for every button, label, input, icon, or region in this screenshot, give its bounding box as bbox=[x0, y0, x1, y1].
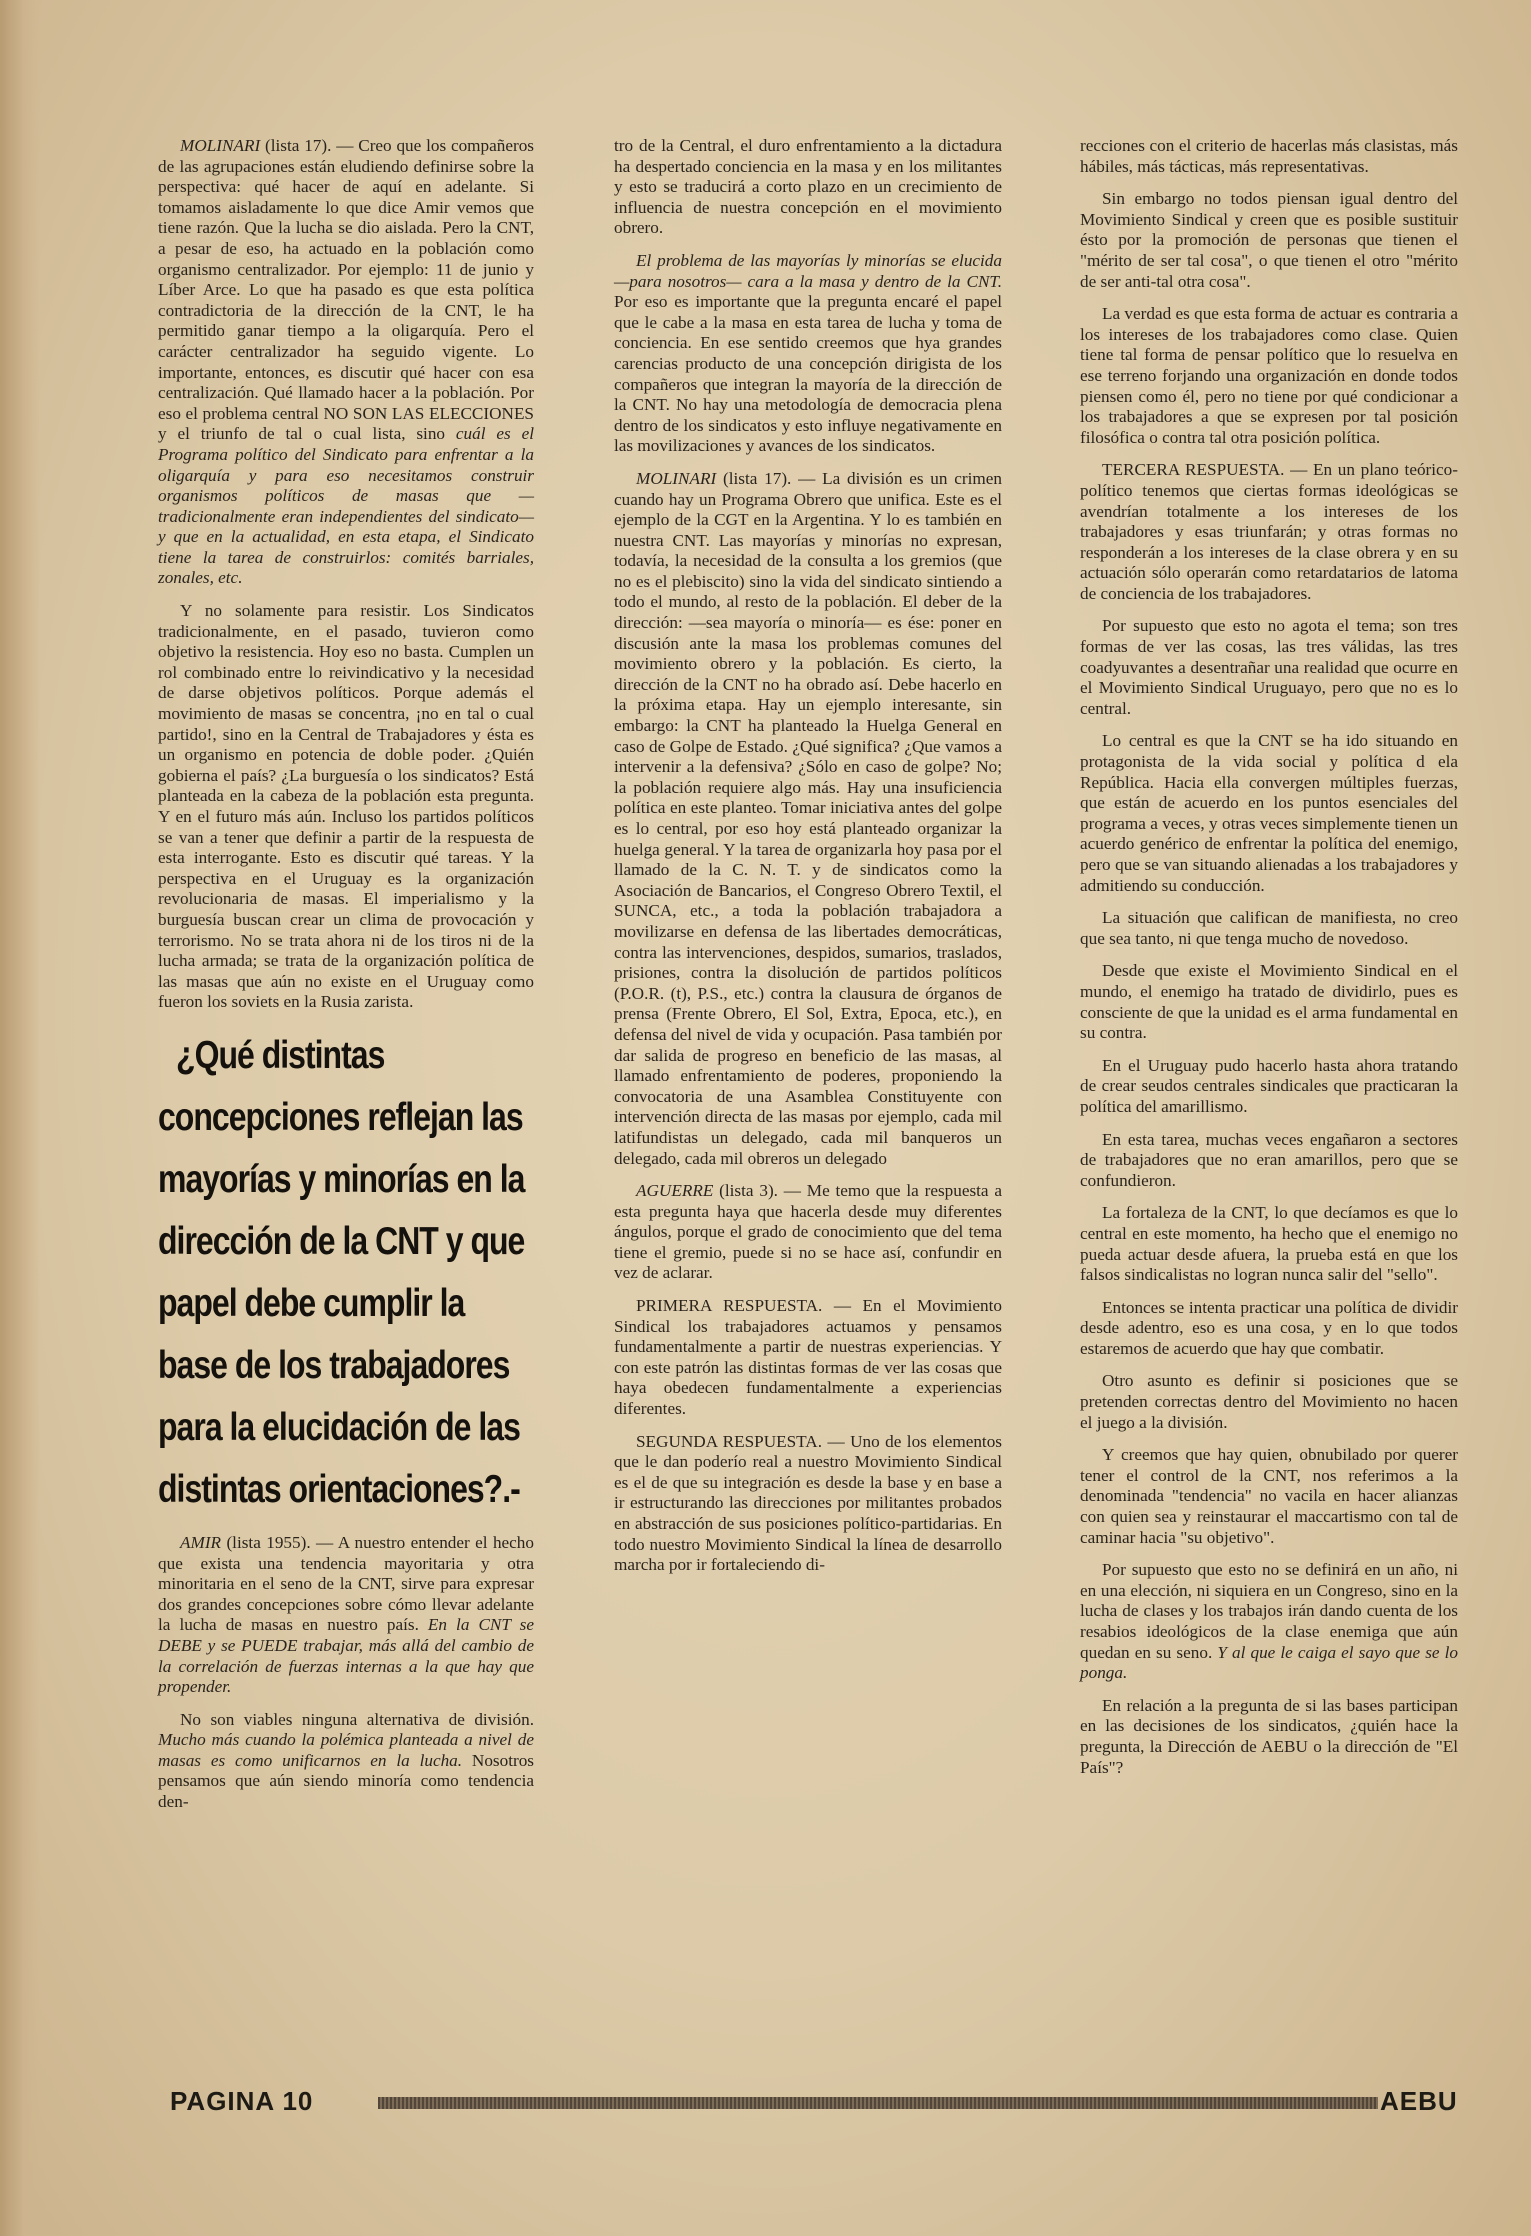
column-2 bbox=[614, 136, 1002, 1588]
paragraph bbox=[614, 251, 1002, 457]
column-1 bbox=[158, 136, 534, 1825]
footer-rule bbox=[378, 2097, 1378, 2109]
paragraph: La fortaleza de la CNT, lo que decíamos es que lo central en este momento, ha hecho que el enemigo no pueda actuar desde afuera, la prueba está en que los falsos sindicalistas no logran nunca salir del "sello". bbox=[1080, 1203, 1458, 1285]
emphasis-text: El problema de las mayorías ly minorías se elucida —para nosotros— cara a la masa y dentro de la CNT. bbox=[614, 250, 1002, 291]
paragraph: Entonces se intenta practicar una política de dividir desde adentro, eso es una cosa, y en lo que todos estaremos de acuerdo que hay que combatir. bbox=[1080, 1297, 1458, 1358]
paragraph: tro de la Central, el duro enfrentamiento a la dictadura ha despertado conciencia en la masa y en los militantes y esto se traducirá a corto plazo en un crecimiento de influencia de nuestra concepción en el movimiento obrero. bbox=[614, 136, 1002, 238]
speaker-name: MOLINARI bbox=[636, 468, 717, 488]
paragraph: En el Uruguay pudo hacerlo hasta ahora tratando de crear seudos centrales sindicales que practicaran la política del amarillismo. bbox=[1080, 1055, 1458, 1116]
paragraph: En esta tarea, muchas veces engañaron a sectores de trabajadores que no eran amarillos, pero que se confundieron. bbox=[1080, 1129, 1458, 1190]
paragraph: TERCERA RESPUESTA. — En un plano teórico-político tenemos que ciertas formas ideológicas se avendrían totalmente a los intereses de los trabajadores y esas triunfarán; y otras formas no responderán a los intereses de la clase obrera y en su actuación sólo operarán como retardatarios de latoma de conciencia de los trabajadores. bbox=[1080, 460, 1458, 603]
paragraph bbox=[158, 1533, 534, 1698]
paragraph-text: Por eso es importante que la pregunta encaré el papel que le cabe a la masa en esta tarea de lucha y toma de conciencia. En ese sentido creemos que hya grandes carencias producto de una concepción dirigista de los compañeros que integran la mayoría de la dirección de la CNT. No hay una metodología de democracia plena dentro de los sindicatos y esto influye negativamente en las movilizaciones y avances de los sindicatos. bbox=[614, 292, 1002, 456]
emphasis-text: En la CNT se DEBE y se PUEDE trabajar, más allá del cambio de la correlación de fuerzas internas a la que hay que propender. bbox=[158, 1615, 534, 1697]
paragraph-text: No son viables ninguna alternativa de división. bbox=[180, 1709, 534, 1729]
page-fold-shadow bbox=[0, 0, 40, 2236]
paragraph: recciones con el criterio de hacerlas más clasistas, más hábiles, más tácticas, más representativas. bbox=[1080, 136, 1458, 176]
paragraph-text: (lista 17). — Creo que los compañeros de las agrupaciones están eludiendo definirse sobre la perspectiva: qué hacer de aquí en adelante. Si tomamos aisladamente lo que dice Amir vemos que tiene razón. Que la lucha se dio aislada. Pero la CNT, a pesar de eso, ha actuado en la población como organismo centralizador. Por ejemplo: 11 de junio y Líber Arce. Lo que ha pasado es que esta política contradictoria de la dirección de la CNT, le ha permitido ganar tiempo a la oligarquía. Pero el carácter centralizador ha seguido vigente. Lo importante, entonces, es discutir qué hacer con esa centralización. Qué llamado hacer a la población. Por eso el problema central NO SON LAS ELECCIONES y el triunfo de tal o cual lista, sino bbox=[158, 136, 534, 444]
paragraph bbox=[614, 469, 1002, 1169]
column-3 bbox=[1080, 136, 1458, 1790]
publication-name: AEBU bbox=[1380, 2086, 1458, 2116]
paragraph: PRIMERA RESPUESTA. — En el Movimiento Sindical los trabajadores actuamos y pensamos fundamentalmente a partir de nuestras experiencias. Y con este patrón las distintas formas de ver las cosas que haya obedecen fundamentalmente a experiencias diferentes. bbox=[614, 1296, 1002, 1419]
emphasis-text: cuál es el Programa político del Sindicato para enfrentar a la oligarquía y para eso necesitamos construir organismos políticos de masas que —tradicionalmente eran independientes del sindicato— y que en la actualidad, en esta etapa, el Sindicato tiene la tarea de construirlos: comités barriales, zonales, etc. bbox=[158, 424, 534, 588]
paragraph-text: (lista 1955). — A nuestro entender el hecho que exista una tendencia mayoritaria y otra minoritaria en el seno de la CNT, sirve para expresar dos grandes concepciones sobre cómo llevar adelante la lucha de masas en nuestro país. bbox=[158, 1532, 534, 1635]
emphasis-text: Mucho más cuando la polémica planteada a nivel de masas es como unificarnos en la lucha. bbox=[158, 1730, 534, 1770]
paragraph: Por supuesto que esto no agota el tema; son tres formas de ver las cosas, las tres válidas, las tres coadyuvantes a desentrañar una realidad que ocurre en el Movimiento Sindical Uruguayo, pero que no es lo central. bbox=[1080, 616, 1458, 718]
paragraph bbox=[158, 136, 534, 589]
page-number: PAGINA 10 bbox=[170, 2086, 314, 2116]
paragraph: SEGUNDA RESPUESTA. — Uno de los elementos que le dan poderío real a nuestro Movimiento Sindical es el de que su integración es desde la base y en base a ir estructurando las direcciones por militantes probados en abstracción de sus posiciones político-partidarias. En todo nuestro Movimiento Sindical la línea de desarrollo marcha por ir fortaleciendo di- bbox=[614, 1431, 1002, 1575]
paragraph-text: (lista 17). — La división es un crimen cuando hay un Programa Obrero que unifica. Este es el ejemplo de la CGT en la Argentina. Y lo es también en nuestra CNT. Las mayorías y minorías no expresan, todavía, la necesidad de la consulta a los gremios (que no es el plebiscito) sino la vida del sindicato sintiendo a todo el mundo, al resto de la población. El deber de la dirección: —sea mayoría o minoría— es ése: poner en discusión ante la masa los problemas comunes del movimiento obrero y la población. Es cierto, la dirección de la CNT no ha obrado así. Debe hacerlo en la próxima etapa. Hay un ejemplo interesante, sin embargo: la CNT ha planteado la Huelga General en caso de Golpe de Estado. ¿Qué significa? ¿Que vamos a intervenir a la defensiva? ¿Sólo en caso de golpe? No; la población requiere algo más. Hay una insuficiencia política en este planteo. Tomar iniciativa antes del golpe es lo central, por eso hoy está planteado organizar la huelga general. Y la tarea de organizarla hoy pasa por el llamado de la C. N. T. y de sindicatos como la Asociación de Bancarios, el Congreso Obrero Textil, el SUNCA, etc., a toda la población trabajadora a movilizarse en defensa de las libertades democráticas, contra las intervenciones, despidos, sumarios, traslados, prisiones, contra la disolución de partidos políticos (P.O.R. (t), P.S., etc.) contra la clausura de órganos de prensa (Frente Obrero, El Sol, Extra, Epoca, etc.), en defensa del nivel de vida y ocupación. Pasa también por dar salida de progreso en beneficio de las masas, al llamado enfrentamiento de poderes, proponiendo la convocatoria de una Asamblea Constituyente con intervención directa de las masas por ejemplo, cada mil latifundistas un delegado, cada mil banqueros un delegado, cada mil obreros un delegado bbox=[614, 468, 1002, 1168]
speaker-name: MOLINARI bbox=[180, 136, 261, 155]
paragraph bbox=[614, 1181, 1002, 1284]
paragraph-text: Por supuesto que esto no se definirá en un año, ni en una elección, ni siquiera en un Congreso, sino en la lucha de clases y los trabajos irán dando cuenta de los resabios ideológicos de la clase enemiga que aún quedan en su seno. bbox=[1080, 1560, 1458, 1662]
emphasis-text: Y al que le caiga el sayo que se lo ponga. bbox=[1080, 1642, 1458, 1683]
paragraph: Otro asunto es definir si posiciones que se pretenden correctas dentro del Movimiento no hacen el juego a la división. bbox=[1080, 1371, 1458, 1432]
paragraph: En relación a la pregunta de si las bases participan en las decisiones de los sindicatos, ¿quién hace la pregunta, la Dirección de AEBU o la dirección de "El País"? bbox=[1080, 1695, 1458, 1777]
paragraph: Lo central es que la CNT se ha ido situando en protagonista de la vida social y política d ela República. Hacia ella convergen múltiples fuerzas, que están de acuerdo en los puntos esenciales del programa a veces, y otras veces simplemente tienen un acuerdo genérico de enfrentar la política del enemigo, pero que se van situando alienadas a los trabajadores y admitiendo su conducción. bbox=[1080, 731, 1458, 895]
paragraph bbox=[158, 1710, 534, 1813]
paragraph: La verdad es que esta forma de actuar es contraria a los intereses de los trabajadores como clase. Quien tiene tal forma de pensar político que lo resuelva en ese terreno forjando una organización en donde todos piensen como él, pero no tiene por qué condicionar a los trabajadores a que se expresen por tal posición filosófica o contra tal otra posición política. bbox=[1080, 304, 1458, 447]
paragraph: Sin embargo no todos piensan igual dentro del Movimiento Sindical y creen que es posible sustituir ésto por la promoción de personas que tienen el "mérito de ser tal cosa", o que tienen el otro "mérito de ser anti-tal otra cosa". bbox=[1080, 189, 1458, 291]
section-headline: ¿Qué distintas concepciones reflejan las mayorías y minorías en la dirección de la CNT y que papel debe cumplir la base de los trabajadores para la elucidación de las distintas orientaciones?.- bbox=[158, 1033, 525, 1511]
paragraph: Y no solamente para resistir. Los Sindicatos tradicionalmente, en el pasado, tuvieron como objetivo la resistencia. Hoy eso no basta. Cumplen un rol combinado entre lo reivindicativo y la necesidad de darse objetivos políticos. Porque además el movimiento de masas se concentra, ¡no en tal o cual partido!, sino en la Central de Trabajadores y ésta es un organismo en potencia de doble poder. ¿Quién gobierna el país? ¿La burguesía o los sindicatos? Está planteada en la cabeza de la población esta pregunta. Y en el futuro más aún. Incluso los partidos políticos se van a tener que definir a partir de la respuesta de esta interrogante. Esto es discutir qué tareas. Y la perspectiva en el Uruguay es la organización revolucionaria de masas. El imperialismo y la burguesía buscan crear un clima de provocación y terrorismo. No se trata ahora ni de los tiros ni de la lucha armada; se trata de la organización política de las masas que aún no existe en el Uruguay como fueron los soviets en la Rusia zarista. bbox=[158, 601, 534, 1012]
paragraph-text: Nosotros pensamos que aún siendo minoría como tendencia den- bbox=[158, 1750, 534, 1812]
paragraph: Y creemos que hay quien, obnubilado por querer tener el control de la CNT, nos referimos a la denominada "tendencia" no vacila en hacer alianzas con quien sea y reinstaurar el maccartismo con tal de caminar hacia "su objetivo". bbox=[1080, 1445, 1458, 1547]
paragraph: Desde que existe el Movimiento Sindical en el mundo, el enemigo ha tratado de dividirlo, pues es consciente de que la unidad es el arma fundamental en su contra. bbox=[1080, 961, 1458, 1043]
speaker-name: AGUERRE bbox=[636, 1181, 714, 1201]
paragraph: La situación que califican de manifiesta, no creo que sea tanto, ni que tenga mucho de novedoso. bbox=[1080, 908, 1458, 948]
paragraph bbox=[1080, 1560, 1458, 1684]
paragraph-text: (lista 3). — Me temo que la respuesta a esta pregunta haya que hacerla desde muy diferentes ángulos, porque el grado de conocimiento que del tema tiene el gremio, puede si no se hace así, confundir en vez de aclarar. bbox=[614, 1181, 1002, 1283]
speaker-name: AMIR bbox=[180, 1532, 222, 1552]
